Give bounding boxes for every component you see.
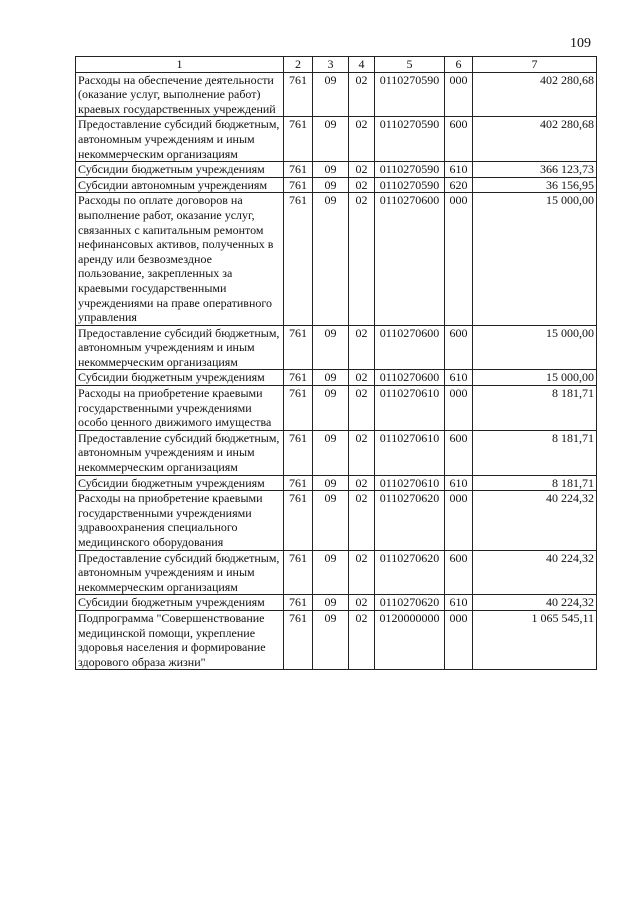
target-article-cell: 0110270620 (375, 550, 445, 595)
expense-type-cell: 600 (445, 325, 473, 370)
expense-name-cell: Предоставление субсидий бюджетным, автономным учреждениям и иным некоммерческим организациям (76, 430, 284, 475)
table-row (76, 162, 597, 178)
target-article-cell: 0110270620 (375, 491, 445, 550)
table-row (76, 72, 597, 117)
amount-cell: 15 000,00 (473, 325, 597, 370)
expense-type-cell: 000 (445, 193, 473, 325)
amount-cell: 40 224,32 (473, 550, 597, 595)
expense-type-cell: 000 (445, 491, 473, 550)
expense-name-cell: Предоставление субсидий бюджетным, автономным учреждениям и иным некоммерческим организациям (76, 325, 284, 370)
section-cell: 09 (313, 177, 349, 193)
expense-type-cell: 600 (445, 117, 473, 162)
amount-cell: 8 181,71 (473, 475, 597, 491)
target-article-cell: 0110270590 (375, 162, 445, 178)
section-cell: 09 (313, 162, 349, 178)
target-article-cell: 0110270610 (375, 475, 445, 491)
section-cell: 09 (313, 550, 349, 595)
section-cell: 09 (313, 386, 349, 431)
expense-name-cell: Субсидии автономным учреждениям (76, 177, 284, 193)
amount-cell: 8 181,71 (473, 386, 597, 431)
subsection-cell: 02 (349, 162, 375, 178)
amount-cell: 36 156,95 (473, 177, 597, 193)
ministry-code-cell: 761 (284, 430, 313, 475)
column-header: 2 (284, 57, 313, 73)
subsection-cell: 02 (349, 72, 375, 117)
column-header: 7 (473, 57, 597, 73)
subsection-cell: 02 (349, 595, 375, 611)
subsection-cell: 02 (349, 370, 375, 386)
table-row (76, 370, 597, 386)
target-article-cell: 0110270600 (375, 325, 445, 370)
amount-cell: 40 224,32 (473, 595, 597, 611)
expense-type-cell: 600 (445, 430, 473, 475)
ministry-code-cell: 761 (284, 595, 313, 611)
ministry-code-cell: 761 (284, 325, 313, 370)
expense-type-cell: 000 (445, 386, 473, 431)
ministry-code-cell: 761 (284, 370, 313, 386)
amount-cell: 8 181,71 (473, 430, 597, 475)
column-header: 4 (349, 57, 375, 73)
target-article-cell: 0110270590 (375, 72, 445, 117)
expense-type-cell: 000 (445, 72, 473, 117)
subsection-cell: 02 (349, 117, 375, 162)
amount-cell: 15 000,00 (473, 193, 597, 325)
table-row (76, 610, 597, 669)
expense-name-cell: Расходы по оплате договоров на выполнение работ, оказание услуг, связанных с капитальным ремонтом нефинансовых активов, полученных в аренду или безвозмездное пользование, закрепленных за краевыми государственными учреждениями на праве оперативного управления (76, 193, 284, 325)
subsection-cell: 02 (349, 475, 375, 491)
subsection-cell: 02 (349, 610, 375, 669)
expense-name-cell: Расходы на приобретение краевыми государственными учреждениями особо ценного движимого имущества (76, 386, 284, 431)
expense-name-cell: Расходы на приобретение краевыми государственными учреждениями здравоохранения специального медицинского оборудования (76, 491, 284, 550)
ministry-code-cell: 761 (284, 72, 313, 117)
subsection-cell: 02 (349, 386, 375, 431)
expense-name-cell: Предоставление субсидий бюджетным, автономным учреждениям и иным некоммерческим организациям (76, 117, 284, 162)
expense-name-cell: Субсидии бюджетным учреждениям (76, 370, 284, 386)
target-article-cell: 0110270590 (375, 117, 445, 162)
column-header: 6 (445, 57, 473, 73)
expense-type-cell: 610 (445, 475, 473, 491)
header-row (76, 57, 597, 73)
expense-name-cell: Подпрограмма "Совершенствование медицинской помощи, укрепление здоровья населения и формирование здорового образа жизни" (76, 610, 284, 669)
ministry-code-cell: 761 (284, 550, 313, 595)
ministry-code-cell: 761 (284, 177, 313, 193)
ministry-code-cell: 761 (284, 386, 313, 431)
amount-cell: 402 280,68 (473, 72, 597, 117)
table-row (76, 491, 597, 550)
subsection-cell: 02 (349, 430, 375, 475)
ministry-code-cell: 761 (284, 162, 313, 178)
table-row (76, 325, 597, 370)
target-article-cell: 0110270610 (375, 430, 445, 475)
ministry-code-cell: 761 (284, 475, 313, 491)
table-row (76, 117, 597, 162)
target-article-cell: 0110270600 (375, 370, 445, 386)
expense-name-cell: Субсидии бюджетным учреждениям (76, 475, 284, 491)
amount-cell: 366 123,73 (473, 162, 597, 178)
column-header: 3 (313, 57, 349, 73)
table-row (76, 177, 597, 193)
section-cell: 09 (313, 475, 349, 491)
subsection-cell: 02 (349, 193, 375, 325)
column-header: 5 (375, 57, 445, 73)
section-cell: 09 (313, 325, 349, 370)
target-article-cell: 0120000000 (375, 610, 445, 669)
expense-type-cell: 600 (445, 550, 473, 595)
amount-cell: 1 065 545,11 (473, 610, 597, 669)
expense-type-cell: 610 (445, 595, 473, 611)
section-cell: 09 (313, 610, 349, 669)
column-header: 1 (76, 57, 284, 73)
section-cell: 09 (313, 72, 349, 117)
ministry-code-cell: 761 (284, 193, 313, 325)
expense-type-cell: 000 (445, 610, 473, 669)
target-article-cell: 0110270620 (375, 595, 445, 611)
section-cell: 09 (313, 491, 349, 550)
subsection-cell: 02 (349, 325, 375, 370)
expense-name-cell: Расходы на обеспечение деятельности (оказание услуг, выполнение работ) краевых государственных учреждений (76, 72, 284, 117)
section-cell: 09 (313, 430, 349, 475)
section-cell: 09 (313, 370, 349, 386)
expense-type-cell: 620 (445, 177, 473, 193)
ministry-code-cell: 761 (284, 117, 313, 162)
expense-type-cell: 610 (445, 162, 473, 178)
expense-name-cell: Предоставление субсидий бюджетным, автономным учреждениям и иным некоммерческим организациям (76, 550, 284, 595)
subsection-cell: 02 (349, 177, 375, 193)
expense-name-cell: Субсидии бюджетным учреждениям (76, 595, 284, 611)
expense-name-cell: Субсидии бюджетным учреждениям (76, 162, 284, 178)
target-article-cell: 0110270590 (375, 177, 445, 193)
target-article-cell: 0110270600 (375, 193, 445, 325)
subsection-cell: 02 (349, 491, 375, 550)
target-article-cell: 0110270610 (375, 386, 445, 431)
table-row (76, 550, 597, 595)
page-number: 109 (570, 36, 591, 51)
table-row (76, 475, 597, 491)
amount-cell: 40 224,32 (473, 491, 597, 550)
section-cell: 09 (313, 117, 349, 162)
ministry-code-cell: 761 (284, 610, 313, 669)
section-cell: 09 (313, 193, 349, 325)
budget-table (75, 56, 597, 670)
table-row (76, 386, 597, 431)
expense-type-cell: 610 (445, 370, 473, 386)
table-row (76, 430, 597, 475)
section-cell: 09 (313, 595, 349, 611)
ministry-code-cell: 761 (284, 491, 313, 550)
amount-cell: 15 000,00 (473, 370, 597, 386)
table-row (76, 193, 597, 325)
amount-cell: 402 280,68 (473, 117, 597, 162)
subsection-cell: 02 (349, 550, 375, 595)
table-row (76, 595, 597, 611)
